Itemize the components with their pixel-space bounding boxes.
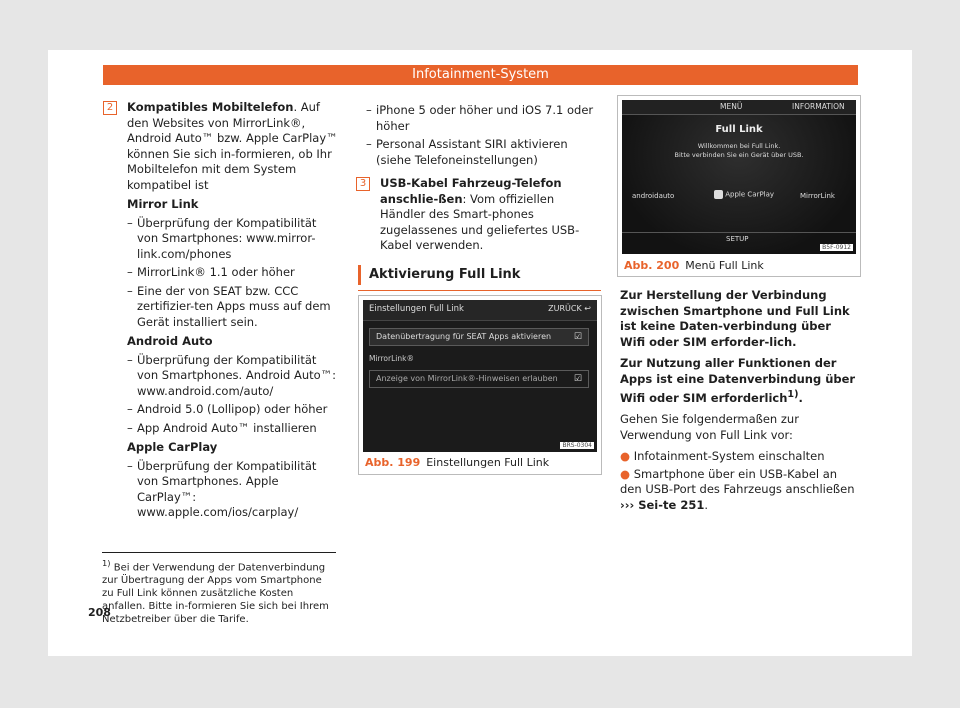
checkbox-icon: ☑ bbox=[573, 332, 582, 342]
list-item: – Eine der von SEAT bzw. CCC zertifizier-ten Apps muss auf dem Gerät installiert sein. bbox=[127, 283, 331, 329]
figure-caption: Abb. 199 Einstellungen Full Link bbox=[365, 456, 550, 469]
footnote bbox=[102, 552, 336, 626]
screen-titlebar bbox=[363, 300, 597, 321]
section-heading: Aktivierung Full Link bbox=[358, 265, 612, 285]
checkbox-icon: ☑ bbox=[573, 374, 582, 384]
apple-carplay-option[interactable]: Apple CarPlay bbox=[714, 190, 774, 199]
image-code: BRS-0304 bbox=[562, 442, 592, 449]
left-column bbox=[103, 100, 341, 524]
list-item: – App Android Auto™ installieren bbox=[127, 420, 317, 435]
image-code: B5F-0912 bbox=[822, 244, 851, 251]
list-item: – Überprüfung der Kompatibilität von Smartphones. Android Auto™: www.android.com/auto/ bbox=[127, 352, 337, 398]
list-item: – Überprüfung der Kompatibilität von Smartphones. Apple CarPlay™: www.apple.com/ios/carplay/ bbox=[127, 458, 317, 519]
figure-caption: Abb. 200 Menü Full Link bbox=[624, 259, 764, 272]
welcome-message: Willkommen bei Full Link. Bitte verbinden Sie ein Gerät über USB. bbox=[674, 142, 804, 159]
bullet-icon: ● bbox=[620, 449, 631, 464]
screen-title: Full Link bbox=[715, 124, 763, 135]
section-divider bbox=[358, 290, 601, 291]
mirrorlink-group-label: MirrorLink® bbox=[369, 354, 414, 363]
bullet-item: ● Infotainment-System einschalten bbox=[620, 449, 825, 464]
list-item: – MirrorLink® 1.1 oder höher bbox=[127, 265, 295, 279]
setup-bar[interactable]: SETUP bbox=[622, 232, 856, 245]
full-link-screenshot bbox=[622, 100, 856, 254]
mirrorlink-heading: Mirror Link bbox=[127, 197, 199, 211]
carplay-heading: Apple CarPlay bbox=[127, 440, 218, 454]
mirrorlink-hints-toggle[interactable]: Anzeige von MirrorLink®-Hinweisen erlauben ☑ bbox=[369, 370, 589, 388]
list-item: – Android 5.0 (Lollipop) oder höher bbox=[127, 402, 328, 416]
step-2-title: Kompatibles Mobiltelefon bbox=[127, 100, 294, 114]
step-number: 2 bbox=[103, 101, 117, 115]
paragraph-bold-1: Zur Herstellung der Verbindung zwischen Smartphone und Full Link ist keine Daten-verbindung über Wifi oder SIM erforder-lich. bbox=[620, 288, 850, 349]
step-2 bbox=[103, 100, 341, 193]
screen-tabbar bbox=[622, 100, 856, 115]
figure-199 bbox=[358, 295, 602, 475]
page-header bbox=[103, 65, 858, 85]
paragraph-intro: Gehen Sie folgendermaßen zur Verwendung von Full Link vor: bbox=[620, 412, 799, 442]
right-column bbox=[620, 288, 858, 519]
footnote-text: Bei der Verwendung der Datenverbindung zur Übertragung der Apps vom Smartphone zu Full Link können zusätzliche Kosten anfallen. Bitte in-formieren Sie sich bei Ihrem Netzbetreiber über die Tarife. bbox=[102, 562, 329, 626]
step-3-text: : Vom offiziellen Händler des Smart-phones zugelassenes und geliefertes USB-Kabel verwenden. bbox=[380, 191, 580, 252]
manual-page bbox=[48, 50, 912, 656]
mirrorlink-option[interactable]: MirrorLink bbox=[800, 192, 835, 200]
page-number: 208 bbox=[88, 606, 111, 619]
back-arrow-icon: ↩ bbox=[584, 304, 591, 313]
list-item: – Überprüfung der Kompatibilität von Smartphones: www.mirror-link.com/phones bbox=[127, 215, 317, 261]
footnote-mark: 1) bbox=[102, 558, 111, 568]
screen-title: Einstellungen Full Link bbox=[369, 304, 464, 314]
middle-column bbox=[359, 100, 602, 254]
data-transfer-toggle[interactable]: Datenübertragung für SEAT Apps aktivieren ☑ bbox=[369, 328, 589, 346]
paragraph-bold-2: Zur Nutzung aller Funktionen der Apps ist eine Datenverbindung über Wifi oder SIM erforderlich$^{1)}$. bbox=[620, 356, 856, 405]
step-number: 3 bbox=[356, 177, 370, 191]
header-title: Infotainment-System bbox=[412, 67, 549, 82]
step-3-title: USB-Kabel Fahrzeug-Telefon anschlie-ßen bbox=[380, 176, 562, 206]
back-button[interactable]: ZURÜCK ↩ bbox=[548, 304, 591, 313]
step-3 bbox=[356, 176, 602, 254]
bullet-item: ● Smartphone über ein USB-Kabel an den USB-Port des Fahrzeugs anschließen ››› Sei-te 251. bbox=[620, 466, 855, 512]
list-item: – Personal Assistant SIRI aktivieren (siehe Telefoneinstellungen) bbox=[366, 137, 568, 167]
android-heading: Android Auto bbox=[127, 334, 213, 348]
tab-menu[interactable]: MENÜ bbox=[720, 102, 743, 111]
figure-200 bbox=[617, 95, 861, 277]
carplay-icon bbox=[714, 190, 723, 199]
settings-screenshot bbox=[363, 300, 597, 452]
step-2-text: . Auf den Websites von MirrorLink®, Android Auto™ bzw. Apple CarPlay™ können Sie sich in-formieren, ob Ihr Mobiltelefon mit dem System kompatibel ist bbox=[127, 100, 338, 192]
page-reference-link[interactable]: ››› Sei-te 251 bbox=[620, 497, 705, 512]
tab-information[interactable]: INFORMATION bbox=[792, 102, 845, 111]
android-auto-option[interactable]: androidauto bbox=[632, 192, 675, 200]
list-item: – iPhone 5 oder höher und iOS 7.1 oder höher bbox=[366, 103, 594, 133]
bullet-icon: ● bbox=[620, 466, 631, 481]
